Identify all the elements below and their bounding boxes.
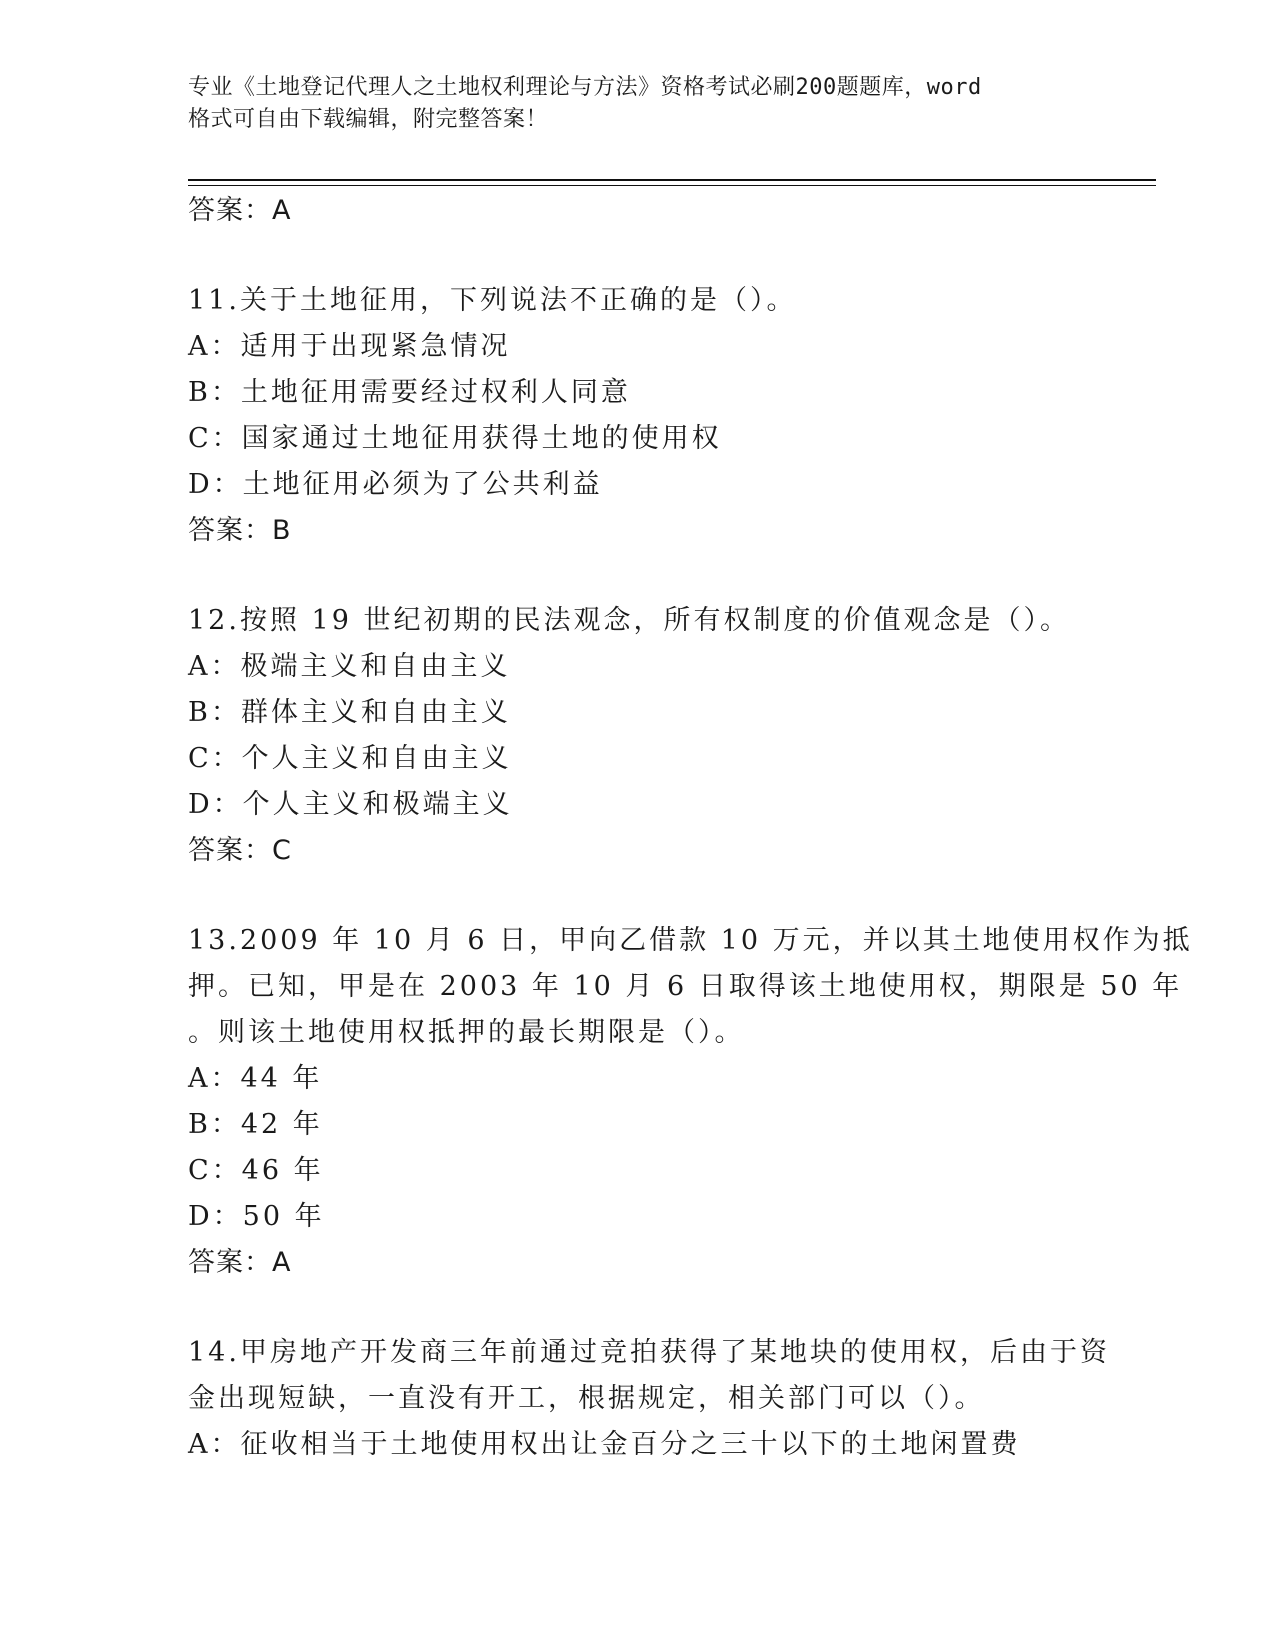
answer-line: 答案：A: [188, 1247, 292, 1278]
option-c: C：46 年: [188, 1155, 324, 1186]
header-divider-thin: [188, 185, 1156, 186]
question-block: [188, 598, 1088, 874]
header-line-2: 格式可自由下载编辑，附完整答案！: [188, 107, 549, 132]
option-a: A：44 年: [188, 1063, 323, 1094]
question-block: [188, 918, 1193, 1286]
option-a: A：征收相当于土地使用权出让金百分之三十以下的土地闲置费: [188, 1429, 1021, 1460]
question-stem: [188, 1330, 1110, 1422]
spacer: [188, 874, 1088, 918]
question-stem-line: 12.按照 19 世纪初期的民法观念，所有权制度的价值观念是（）。: [188, 605, 1070, 636]
option-d: D：个人主义和极端主义: [188, 789, 513, 820]
question-stem-line: 金出现短缺，一直没有开工，根据规定，相关部门可以（）。: [188, 1383, 985, 1414]
option-c: C：国家通过土地征用获得土地的使用权: [188, 423, 722, 454]
spacer: [188, 1286, 1088, 1330]
question-stem: [188, 278, 1088, 324]
option-a: A：适用于出现紧急情况: [188, 331, 511, 362]
spacer: [188, 234, 1088, 278]
header-line-1: 专业《土地登记代理人之土地权利理论与方法》资格考试必刷200题题库，word: [188, 75, 982, 100]
question-list: [188, 188, 1193, 1468]
answer-line: 答案：B: [188, 515, 292, 546]
header-divider-thick: [188, 179, 1156, 181]
option-a: A：极端主义和自由主义: [188, 651, 511, 682]
question-stem-line: 13.2009 年 10 月 6 日，甲向乙借款 10 万元，并以其土地使用权作为抵: [188, 925, 1193, 956]
question-stem-line: 14.甲房地产开发商三年前通过竞拍获得了某地块的使用权，后由于资: [188, 1337, 1110, 1368]
answer-line: 答案：A: [188, 195, 292, 226]
question-stem-line: 。则该土地使用权抵押的最长期限是（）。: [188, 1017, 745, 1048]
option-b: B：土地征用需要经过权利人同意: [188, 377, 631, 408]
option-b: B：42 年: [188, 1109, 323, 1140]
document-header: [188, 72, 1068, 136]
question-block: [188, 278, 1088, 554]
question-stem: [188, 598, 1088, 644]
question-block: [188, 1330, 1110, 1468]
option-b: B：群体主义和自由主义: [188, 697, 511, 728]
answer-line: 答案：C: [188, 835, 292, 866]
option-d: D：土地征用必须为了公共利益: [188, 469, 603, 500]
question-stem-line: 押。已知，甲是在 2003 年 10 月 6 日取得该土地使用权，期限是 50 年: [188, 971, 1183, 1002]
spacer: [188, 554, 1088, 598]
question-stem: [188, 918, 1193, 1056]
option-d: D：50 年: [188, 1201, 325, 1232]
question-stem-line: 11.关于土地征用，下列说法不正确的是（）。: [188, 285, 797, 316]
option-c: C：个人主义和自由主义: [188, 743, 512, 774]
